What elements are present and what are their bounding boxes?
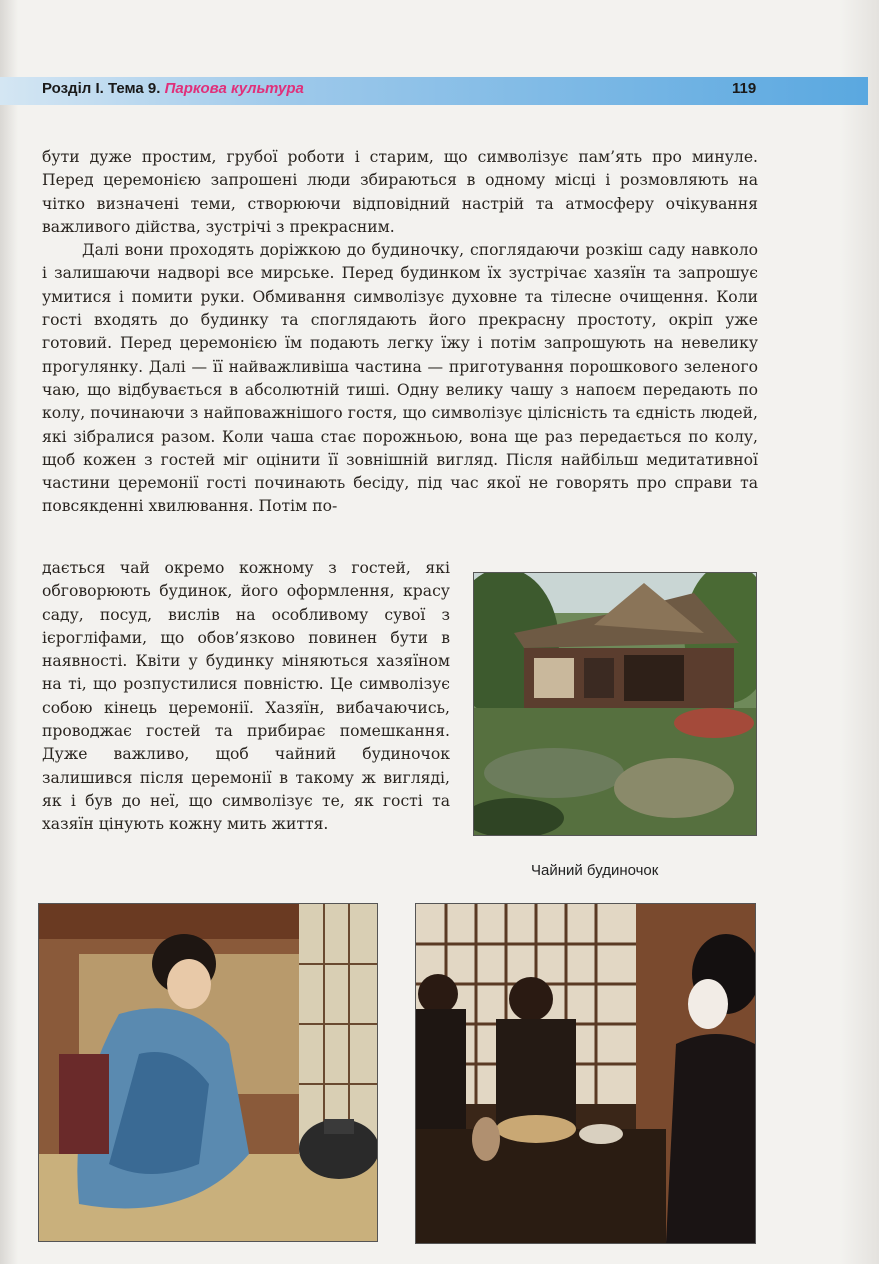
- page-number: 119: [732, 80, 757, 97]
- teahouse-caption: Чайний будиночок: [531, 862, 659, 879]
- section-label: Розділ I. Тема 9.: [42, 80, 161, 97]
- paragraph-1: бути дуже простим, грубої роботи і старим, що символізує пам’ять про минуле. Перед церемонією запрошені люди збираються в одному місці і розмовляють на чітко визначені теми, створюючи відповідний настрій та атмосферу очікування важливого дійства, зустрічі з прекрасним.: [42, 148, 758, 236]
- tea-ceremony-photo-2: [415, 903, 756, 1244]
- topic-title: Паркова культура: [164, 80, 304, 97]
- tea-ceremony-photo-1: [38, 903, 378, 1242]
- teahouse-photo: [473, 572, 757, 836]
- paragraph-3: дається чай окремо кожному з гостей, які обговорюють будинок, його оформлення, красу саду, посуд, вислів на особливому сувої з ієрогліфами, що обов’язково повинен бути в наявності. Квіти у будинку міняються хазяїном на ті, що розпустилися повністю. Це символізує собою кінець церемонії. Хазяїн, вибачаючись, проводжає гостей та прибирає помешкання. Дуже важливо, щоб чайний будиночок залишився після церемонії в такому ж вигляді, як і був до неї, що символізує те, як гості та хазяїн цінують кожну мить життя.: [42, 559, 450, 834]
- wrapped-text: [42, 557, 450, 837]
- running-header: [42, 80, 304, 97]
- paragraph-2: Далі вони проходять доріжкою до будиночку, споглядаючи розкіш саду навколо і залишаючи надворі все мирське. Перед будинком їх зустрічає хазяїн та запрошує умитися і помити руки. Обмивання символізує духовне та тілесне очищення. Коли гості входять до будинку та споглядають його прекрасну простоту, окріп уже готовий. Перед церемонією їм подають легку їжу і потім запрошують на невелику прогулянку. Далі — її найважливіша частина — приготування порошкового зеленого чаю, що відбувається в абсолютній тиші. Одну велику чашу з напоєм передають по колу, починаючи з найповажнішого гостя, що символізує цілісність та єдність людей, які зібралися разом. Коли чаша стає порожньою, вона ще раз передається по колу, щоб кожен з гостей міг оцінити її зовнішній вигляд. Після найбільш медитативної частини церемонії гості починають бесіду, під час якої не говорять про справи та повсякденні хвилювання. Потім по-: [42, 241, 758, 516]
- main-text: [42, 146, 758, 519]
